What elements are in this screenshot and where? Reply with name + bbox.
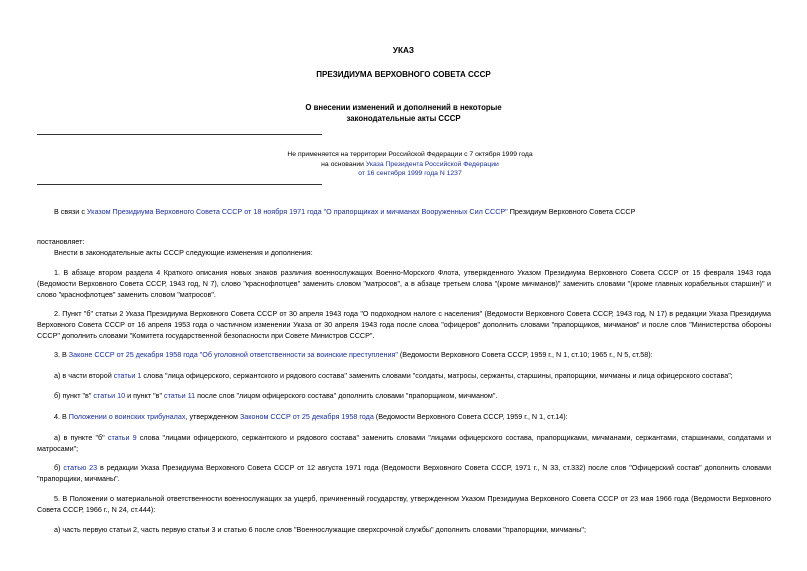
presidential-decree-link[interactable]: Указа Президента Российской Федерации (365, 160, 499, 168)
item-3b-text-c: после слов "лицом офицерского состава" дополнить словами "прапорщиком, мичманом". (195, 391, 498, 400)
item-3-text-a: 3. В (54, 350, 69, 359)
intro-paragraph: Внести в законодательные акты СССР следующие изменения и дополнения: (54, 248, 313, 257)
item-3b-text-a: б) пункт "в" (54, 391, 94, 400)
item-2: 2. Пункт "б" статьи 2 Указа Президиума Верховного Совета СССР от 30 апреля 1943 года "О подоходном налоге с населения" (Ведомости Верховного Совета СССР, 1943 год, N 17) в редакции Указа Президиума Верховного Совета СССР от 16 апреля 1953 года о частичном изменении Указа от 30 апреля 1943 года после слова "офицеров" дополнить словами "прапорщиков, мичманов" и после слов "Министерства обороны СССР" дополнить словами "Комитета государственной безопасности при Совете Министров СССР". (37, 309, 771, 340)
subject-line-1: О внесении изменений и дополнений в некоторые (305, 103, 502, 112)
item-5: 5. В Положении о материальной ответственности военнослужащих за ущерб, причиненный государству, утвержденном Указом Президиума Верховного Совета СССР от 23 мая 1966 года (Ведомости Верховного Совета СССР, 1966 г., N 24, ст.444): (37, 494, 771, 514)
rule-bottom (37, 184, 322, 185)
status-note-line-3 (240, 169, 580, 179)
item-4b-text-b: в редакции Указа Президиума Верховного Совета СССР от 12 августа 1971 года (Ведомости Верховного Совета СССР, 1971 г., N 33, ст.332) после слов "Офицерский состав" дополнить словами "прапорщики, мичманы". (37, 463, 771, 483)
item-3a-text-b: слова "лица офицерского, сержантского и рядового состава" заменить словами "солдаты, матросы, сержанты, старшины, прапорщики, мичманы и лица офицерского состава"; (141, 371, 733, 380)
item-3a-text-a: а) в части второй (54, 371, 114, 380)
subject-line-2: законодательные акты СССР (346, 114, 461, 124)
item-4b-text-a: б) (54, 463, 64, 472)
document-subject (0, 102, 807, 125)
document-issuer: ПРЕЗИДИУМА ВЕРХОВНОГО СОВЕТА СССР (316, 70, 491, 79)
preamble-text-after: Президиум Верховного Совета СССР (507, 207, 636, 216)
item-4b (37, 463, 771, 485)
rule-top (37, 134, 322, 135)
preamble-text-before: В связи с (54, 207, 87, 216)
article-10-link[interactable]: статьи 10 (93, 391, 126, 400)
item-4-text-a: 4. В (54, 412, 69, 421)
postanovlyaet: постановляет: (37, 237, 85, 246)
status-note-line-1: Не применяется на территории Российской Федерации с 7 октября 1999 года (287, 151, 533, 158)
item-3-text-b: (Ведомости Верховного Совета СССР, 1959 г., N 1, ст.10; 1965 г., N 5, ст.58): (397, 350, 653, 359)
military-tribunals-link[interactable]: Положении о воинских трибуналах (68, 412, 186, 421)
article-11-link[interactable]: статьи 11 (164, 391, 196, 400)
item-4a-text-b: слова "лицами офицерского, сержантского и рядового состава" заменить словами "лицами офицерского состава, прапорщиками, мичманами, сержантами, старшинами, солдатами и матросами"; (37, 433, 771, 453)
status-note-text: на основании (321, 160, 366, 168)
document-type: УКАЗ (392, 46, 415, 55)
item-4a-text-a: а) в пункте "б" (54, 433, 108, 442)
preamble (37, 207, 771, 218)
status-note-line-2 (240, 160, 580, 170)
item-1: 1. В абзаце втором раздела 4 Краткого описания новых знаков различия военнослужащих Военно-Морского Флота, утвержденного Указом Президиума Верховного Совета СССР от 15 февраля 1943 года (Ведомости Верховного Совета СССР, 1943 год, N 7), слово "краснофлотцев" заменить словом "матросов", а в абзаце третьем слова "(кроме мичманов)" заменить словами "(кроме главных корабельных старшин)" и слово "краснофлотцев" заменить словом "матросов". (37, 268, 771, 299)
item-3a (37, 371, 771, 382)
article-23-link[interactable]: статью 23 (63, 463, 98, 472)
item-5a: а) часть первую статьи 2, часть первую статьи 3 и статью 6 после слов "Военнослужащие сверхсрочной службы" дополнить словами "прапорщики, мичманы"; (54, 525, 586, 534)
article-9-link[interactable]: статьи 9 (107, 433, 137, 442)
preamble-decree-link[interactable]: Указом Президиума Верховного Совета СССР от 18 ноября 1971 года "О прапорщиках и мичманах Вооруженных Сил СССР" (86, 207, 508, 216)
item-3b-text-b: и пункт "в" (125, 391, 164, 400)
law-1958-link[interactable]: Законе СССР от 25 декабря 1958 года "Об уголовной ответственности за воинские преступления" (68, 350, 398, 359)
law-1958-date-link[interactable]: Законом СССР от 25 декабря 1958 года (239, 412, 374, 421)
item-3 (37, 350, 771, 361)
status-note (240, 150, 580, 179)
article-1-link[interactable]: статьи 1 (113, 371, 142, 380)
item-4-text-c: (Ведомости Верховного Совета СССР, 1959 г., N 1, ст.14): (373, 412, 568, 421)
item-4-text-b: , утвержденном (185, 412, 240, 421)
item-3b (37, 391, 771, 402)
presidential-decree-date-link[interactable]: от 16 сентября 1999 года N 1237 (358, 170, 462, 178)
item-4a (37, 433, 771, 455)
item-4 (37, 412, 771, 423)
